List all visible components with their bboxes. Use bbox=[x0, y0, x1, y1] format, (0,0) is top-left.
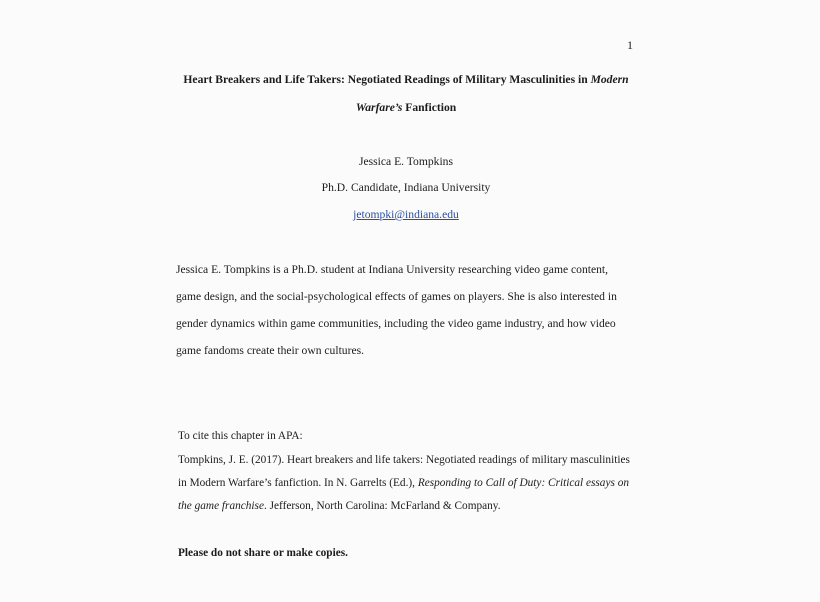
title-line-2 bbox=[0, 101, 812, 114]
author-name: Jessica E. Tompkins bbox=[359, 155, 453, 168]
page-number: 1 bbox=[627, 38, 633, 52]
author-email-link[interactable]: jetompki@indiana.edu bbox=[353, 208, 459, 221]
share-notice: Please do not share or make copies. bbox=[178, 547, 348, 559]
citation-line-3 bbox=[178, 500, 501, 512]
bio-line: game fandoms create their own cultures. bbox=[176, 344, 365, 357]
citation-text: . Jefferson, North Carolina: McFarland & Company. bbox=[263, 500, 501, 512]
title-text: Fanfiction bbox=[402, 101, 457, 114]
title-text: Heart Breakers and Life Takers: Negotiated Readings of Military Masculinities in bbox=[183, 73, 591, 86]
citation-heading: To cite this chapter in APA: bbox=[178, 430, 303, 442]
citation-line-1: Tompkins, J. E. (2017). Heart breakers and life takers: Negotiated readings of military masculinities bbox=[178, 454, 630, 466]
citation-book-title: the game franchise bbox=[178, 500, 264, 512]
citation-text: in Modern Warfare’s fanfiction. In N. Garrelts (Ed.), bbox=[178, 477, 418, 489]
title-italic-text: Modern bbox=[590, 73, 629, 86]
bio-line: game design, and the social-psychological effects of games on players. She is also interested in bbox=[176, 290, 617, 303]
title-italic-text: Warfare’s bbox=[355, 101, 403, 114]
author-email-row bbox=[0, 208, 812, 221]
bio-line: gender dynamics within game communities, including the video game industry, and how video bbox=[176, 317, 616, 330]
author-affiliation: Ph.D. Candidate, Indiana University bbox=[321, 181, 491, 194]
citation-line-2 bbox=[178, 477, 629, 489]
citation-book-title: Responding to Call of Duty: Critical essays on bbox=[417, 477, 629, 489]
title-line-1 bbox=[0, 73, 812, 86]
bio-line: Jessica E. Tompkins is a Ph.D. student at Indiana University researching video game content, bbox=[176, 263, 609, 276]
